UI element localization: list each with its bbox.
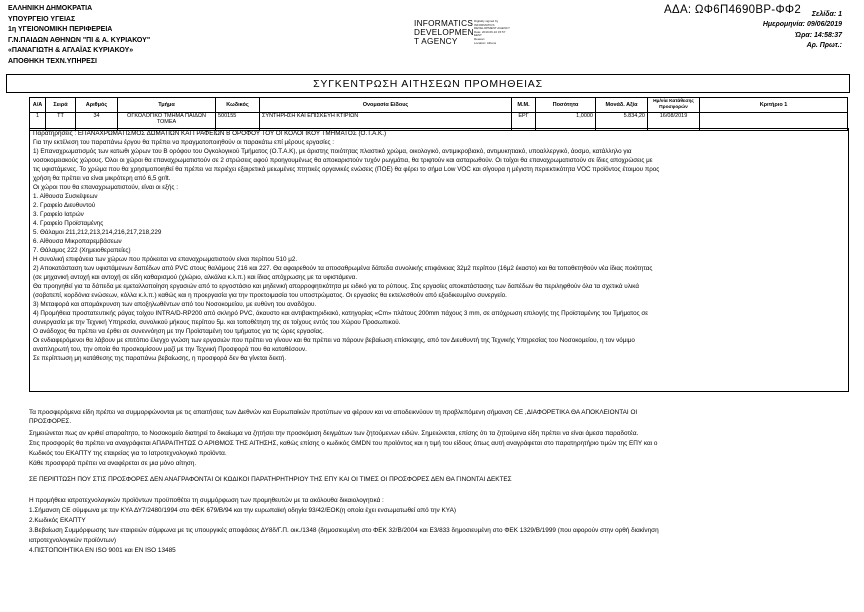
remark-line: αναπληρωτή του, την οποία θα προσκομίσουν μαζί με την Τεχνική Προσφορά που θα καταθέσουν. xyxy=(33,346,307,353)
column-header: Ποσότητα xyxy=(536,98,596,113)
signature-detail: Location: Athens xyxy=(474,40,497,45)
signature-stamp xyxy=(414,20,474,46)
remark-line: 7. Θάλαμος 222 (Χημειοθεραπείες) xyxy=(33,247,131,254)
footer-line: 2.Κωδικός ΕΚΑΠΤΥ xyxy=(29,517,86,524)
remark-line: Σε περίπτωση μη κατάθεσης της παραπάνω βεβαίωσης, η προσφορά δεν θα γίνεται δεκτή. xyxy=(33,355,287,362)
remark-line: 3. Γραφείο Ιατρών xyxy=(33,211,84,218)
table-cell: ΣΥΝΤΗΡΗΣΗ ΚΑΙ ΕΠΙΣΚΕΥΗ ΚΤΙΡΙΩΝ xyxy=(260,113,512,131)
signature-line-2: DEVELOPMEN xyxy=(414,27,474,37)
remark-line: (σοβατεπί, κορδόνια ενώσεων, κόλλα κ.λ.π.) καθώς και η προεργασία για την προετοιμασία του υποστρώματος. Οι εργασίες θα εκτελεσθούν από εξειδικευμένο συνεργείο. xyxy=(33,292,507,299)
document-title: ΣΥΓΚΕΝΤΡΩΣΗ ΑΙΤΗΣΕΩΝ ΠΡΟΜΗΘΕΙΑΣ xyxy=(6,74,850,93)
table-cell: ΕΡΓ xyxy=(512,113,536,131)
remark-line: Ο ανάδοχος θα πρέπει να έρθει σε συνεννόηση με την Προϊσταμένη του τμήματος για τις ώρες εργασίας. xyxy=(33,328,324,335)
signature-detail: Reason: xyxy=(474,36,486,41)
remark-line: Οι ενδιαφερόμενοι θα λάβουν με επιτόπιο έλεγχο γνώση των εργασιών που πρέπει να γίνουν και θα πρέπει να πάρουν βεβαίωση επίσκεψης, από τον Διευθυντή της Τεχνικής Υπηρεσίας του Νοσοκομείου, η τον νόμιμο xyxy=(33,337,635,344)
footer-line: 4.ΠΙΣΤΟΠΟΙΗΤΙΚΑ ΕΝ ISO 9001 και ΕΝ ISO 13485 xyxy=(29,547,176,554)
remark-line: 5. Θάλαμοι 211,212,213,214,216,217,218,229 xyxy=(33,229,162,236)
column-header: Κριτήριο 1 xyxy=(700,98,848,113)
header-line-5: «ΠΑΝΑΓΙΩΤΗ & ΑΓΛΑΪΑΣ ΚΥΡΙΑΚΟΥ» xyxy=(8,47,134,55)
footer-line: Σημειώνεται πως αν κριθεί απαραίτητο, το Νοσοκομείο διατηρεί το δικαίωμα να ζητήσει την προσκόμιση δειγμάτων των ζητούμενων ειδών. Σημειώνεται, επίσης ότι τα ζητούμενα είδη πρέπει να είναι άμεσα παραδοτέα. xyxy=(29,430,639,437)
remark-line: 6. Αίθουσα Μικροπαρεμβάσεων xyxy=(33,238,122,245)
document-meta xyxy=(763,10,842,52)
remarks-box xyxy=(29,128,849,392)
signature-detail: Digitally signed by xyxy=(474,19,499,23)
table-cell: 16/08/2019 xyxy=(648,113,700,131)
signature-detail: INFORMATICS xyxy=(474,22,495,27)
header-line-4: Γ.Ν.ΠΑΙΔΩΝ ΑΘΗΝΩΝ "ΠΙ & Α. ΚΥΡΙΑΚΟΥ" xyxy=(8,36,151,44)
column-header: Α/Α xyxy=(30,98,46,113)
remark-line: Παρατηρήσεις : ΕΠΑΝΑΧΡΩΜΑΤΙΣΜΟΣ ΔΩΜΑΤΙΩΝ ΚΑΙ ΓΡΑΦΕΙΩΝ Β ΟΡΟΦΟΥ ΤΟΥ ΟΓΚΟΛΟΓΙΚΟΥ ΤΜΗΜΑΤΟΣ (Ο.Τ.Α.Κ.) xyxy=(33,130,387,137)
footer-line: ιατροτεχνολογικών προϊόντων) xyxy=(29,537,116,544)
table-cell: 1 xyxy=(30,113,46,131)
column-header: Τμήμα xyxy=(118,98,216,113)
column-header: Ονομασία Είδους xyxy=(260,98,512,113)
remark-line: 4. Γραφείο Προϊσταμένης xyxy=(33,220,104,227)
footer-warning: ΣΕ ΠΕΡΙΠΤΩΣΗ ΠΟΥ ΣΤΙΣ ΠΡΟΣΦΟΡΕΣ ΔΕΝ ΑΝΑΓΡΑΦΟΝΤΑΙ ΟΙ ΚΩΔΙΚΟΙ ΠΑΡΑΤΗΡΗΤΗΡΙΟΥ ΤΗΣ ΕΠΥ ΚΑΙ ΟΙ ΤΙΜΕΣ ΟΙ ΠΡΟΣΦΟΡΕΣ ΔΕΝ ΘΑ ΓΙΝΟΝΤΑΙ ΔΕΚΤΕΣ xyxy=(29,476,512,483)
remark-line: 3) Μεταφορά και απομάκρυνση των αποξηλωθέντων από του Νοσοκομείου, με ευθύνη του αναδόχου. xyxy=(33,301,317,308)
remark-line: τις υφιστάμενες. Το χρώμα που θα χρησιμοποιηθεί θα πρέπει να περιέχει εξαιρετικά μειωμένες πτητικές οργανικές ενώσεις (ΠΟΕ) θα φέρει το σήμα Low VOC και σίγουρα η μέγιστη περιεκτικότητα VOC προϊόντος έτοιμου προς xyxy=(33,166,660,173)
table-header-row xyxy=(30,98,848,113)
signature-detail: Date: 2019.06.10 15:57 xyxy=(474,29,506,34)
remark-line: χρήση θα πρέπει να είναι μικρότερη από 6,5 gr/lt. xyxy=(33,175,171,182)
column-header: Κωδικός xyxy=(216,98,260,113)
signature-line-1: INFORMATICS xyxy=(414,19,474,28)
remark-line: 4) Προμήθεια προστατευτικής ράγας τοίχου INTRA/D-RP200 από σκληρό PVC, άκαυστο και αντιβακτηριδιακό, κατηγορίας «Cm» πλάτους 200mm πάχους 3 mm, σε απόχρωση επιλογής της Προϊσταμένης του Τμήματος σε xyxy=(33,310,649,317)
page-number: Σελίδα: 1 xyxy=(811,11,842,18)
column-header: Μ.Μ. xyxy=(512,98,536,113)
signature-details xyxy=(474,20,510,45)
footer-line: Κάθε προσφορά πρέπει να αναφέρεται σε μια μόνο αίτηση. xyxy=(29,460,197,467)
signature-detail: EEST xyxy=(474,33,482,38)
table-cell: ΤΤ xyxy=(46,113,76,131)
column-header: Σειρά xyxy=(46,98,76,113)
footer-line: ΠΡΟΣΦΟΡΕΣ. xyxy=(29,418,72,425)
remark-line: συνεργασία με την Τεχνική Υπηρεσία, συνολικού μήκους περίπου 5μ. και τοποθέτηση της σε τοίχους εντός του Χώρου Προσωπικού. xyxy=(33,319,401,326)
column-header: Αριθμός xyxy=(76,98,118,113)
document-time: Ώρα: 14:58:37 xyxy=(795,31,842,39)
remark-line: 1) Επαναχρωματισμός των κατωθι χώρων του Β ορόφου του Ογκολογικού Τμήματος (Ο.Τ.Α.Κ), με άριστης ποιότητας πλαστικό χρώμα, οικολογικό, αντιμικροβιακό, αντιμυκητιακό, υποαλλεργικό, άοσμο, κατάλληλο για xyxy=(33,148,632,155)
column-header: Μονάδ. Αξία xyxy=(596,98,648,113)
remark-line: 2) Αποκατάσταση των υφιστάμενων δαπέδων από PVC στους θαλάμους 216 και 227. Θα αφαιρεθούν τα αποσαθρωμένα δάπεδα συνολικής επιφάνειας 32μ2 περίπου (16μ2 έκαστο) και θα τοποθετηθούν νέα ίδιας ποιότητας xyxy=(33,265,653,272)
header-line-2: ΥΠΟΥΡΓΕΙΟ ΥΓΕΙΑΣ xyxy=(8,15,76,23)
header-line-6: ΑΠΟΘΗΚΗ ΤΕΧΝ.ΥΠΗΡΕΣΙ xyxy=(8,57,97,65)
remark-line: νοσοκομειακούς χώρους. Όλοι οι χώροι θα επαναχρωματιστούν σε 2 στρώσεις αφού προηγουμένως θα αποκαριστούν τυχόν ρωγμάτια, θα τριφτούν και ασταρωθούν. Οι τοίχοι θα επαναχρωματιστούν σε ίδιες αποχρώσεις με xyxy=(33,157,653,164)
table-cell: 34 xyxy=(76,113,118,131)
remark-line: Θα προηγηθεί για τα δάπεδα με εμεταλλοποίηση εργασιών από το εργοστάσιο και μηδενική απορροφητικότητα με ειδικό για το ρύπους. Στις εργασίες αποκατάστασης των δαπέδων θα περιληφθούν όλα τα σχετικά υλικά xyxy=(33,283,639,290)
footer-line: Στις προσφορές θα πρέπει να αναγράφεται ΑΠΑΡΑΙΤΗΤΩΣ Ο ΑΡΙΘΜΟΣ ΤΗΣ ΑΙΤΗΣΗΣ, καθώς επίσης ο κωδικός GMDN του προϊόντος και η τιμή του είδους όπως αυτή αναγράφεται στο παρατηρητήριο τιμών της ΕΠΥ και ο xyxy=(29,440,658,447)
remark-line: Οι χώροι που θα επαναχρωματιστούν, είναι οι εξής : xyxy=(33,184,178,191)
organization-header xyxy=(8,4,150,68)
ada-code: ΑΔΑ: ΩΦ6Π4690ΒΡ-ΦΦ2 xyxy=(664,4,802,16)
table-cell: ΟΓΚΟΛΟΓΙΚΟ ΤΜΗΜΑ ΠΑΙΔΩΝ ΤΟΜΕΑ xyxy=(118,113,216,131)
remark-line: 1. Αίθουσα Συσκέψεων xyxy=(33,193,98,200)
table-cell: 5.834,20 xyxy=(596,113,648,131)
footer-line: Τα προσφερόμενα είδη πρέπει να συμμορφώνονται με τις απαιτήσεις των Διεθνών και Ευρωπαϊκών προτύπων να φέρουν και να αποδεικνύουν τη προβλεπόμενη σήμανση CE ,ΔΙΑΦΟΡΕΤΙΚΑ ΘΑ ΑΠΟΚΛΕΙΟΝΤΑΙ ΟΙ xyxy=(29,409,638,416)
footer-line: 3.Βεβαίωση Συμμόρφωσης των εταιρειών σύμφωνα με τις υπουργικές αποφάσεις ΔΥ8δ/Γ.Π. οικ./1348 (δημοσιευμένη στο ΦΕΚ 32/Β/2004 και Ε3/833 δημοσιευμένη στο ΦΕΚ 1329/Β/1999 (που αφορούν στην ορθή διακίνηση xyxy=(29,527,659,534)
header-line-1: ΕΛΛΗΝΙΚΗ ΔΗΜΟΚΡΑΤΙΑ xyxy=(8,5,93,12)
table-cell: 1,0000 xyxy=(536,113,596,131)
remark-line: Η συνολική επιφάνεια των χώρων που πρόκειται να επαναχρωματιστούν είναι περίπου 510 μ2. xyxy=(33,256,298,263)
footer-line: Κωδικός του ΕΚΑΠΤΥ της εταιρείας για το Ιατροτεχνολογικό προϊόντα. xyxy=(29,450,227,457)
remark-line: Για την εκτέλεση του παραπάνω έργου θα πρέπει να πραγματοποιηθούν οι παρακάτω επί μέρους εργασίες : xyxy=(33,139,335,146)
signature-detail: DEVELOPMENT AGENCY xyxy=(474,26,510,31)
request-table xyxy=(29,97,848,131)
table-cell: 500155 xyxy=(216,113,260,131)
column-header: Ημ/νία Κατάθεσης Προσφορών xyxy=(648,98,700,113)
footer-line: 1.Σήμανση CE σύμφωνα με την ΚΥΑ ΔΥ7/2480/1994 στο ΦΕΚ 679/Β/94 και την ευρωπαϊκή οδηγία 93/42/ΕΟΚ(η οποία έχει ενσωματωθεί από την ΚΥΑ) xyxy=(29,507,456,514)
header-line-3: 1η ΥΓΕΙΟΝΟΜΙΚΗ ΠΕΡΙΦΕΡΕΙΑ xyxy=(8,26,113,34)
remark-line: (σε μηχανική αντοχή και αντοχή σε είδη καθαρισμού (χλώριο, αλκάλια κ.λ.π.) και ίδιας απόχρωσης με τα υφιστάμενα. xyxy=(33,274,358,281)
footer-line: Η προμήθεια ιατροτεχνολογικών προϊόντων προϋποθέτει τη συμμόρφωση των προμηθευτών με τα ακόλουθα δικαιολογητικά : xyxy=(29,497,384,504)
protocol-number: Αρ. Πρωτ.: xyxy=(806,42,842,50)
remark-line: 2. Γραφείο Διευθυντού xyxy=(33,202,96,209)
signature-line-3: T AGENCY xyxy=(414,36,458,46)
document-date: Ημερομηνία: 09/06/2019 xyxy=(762,21,842,29)
